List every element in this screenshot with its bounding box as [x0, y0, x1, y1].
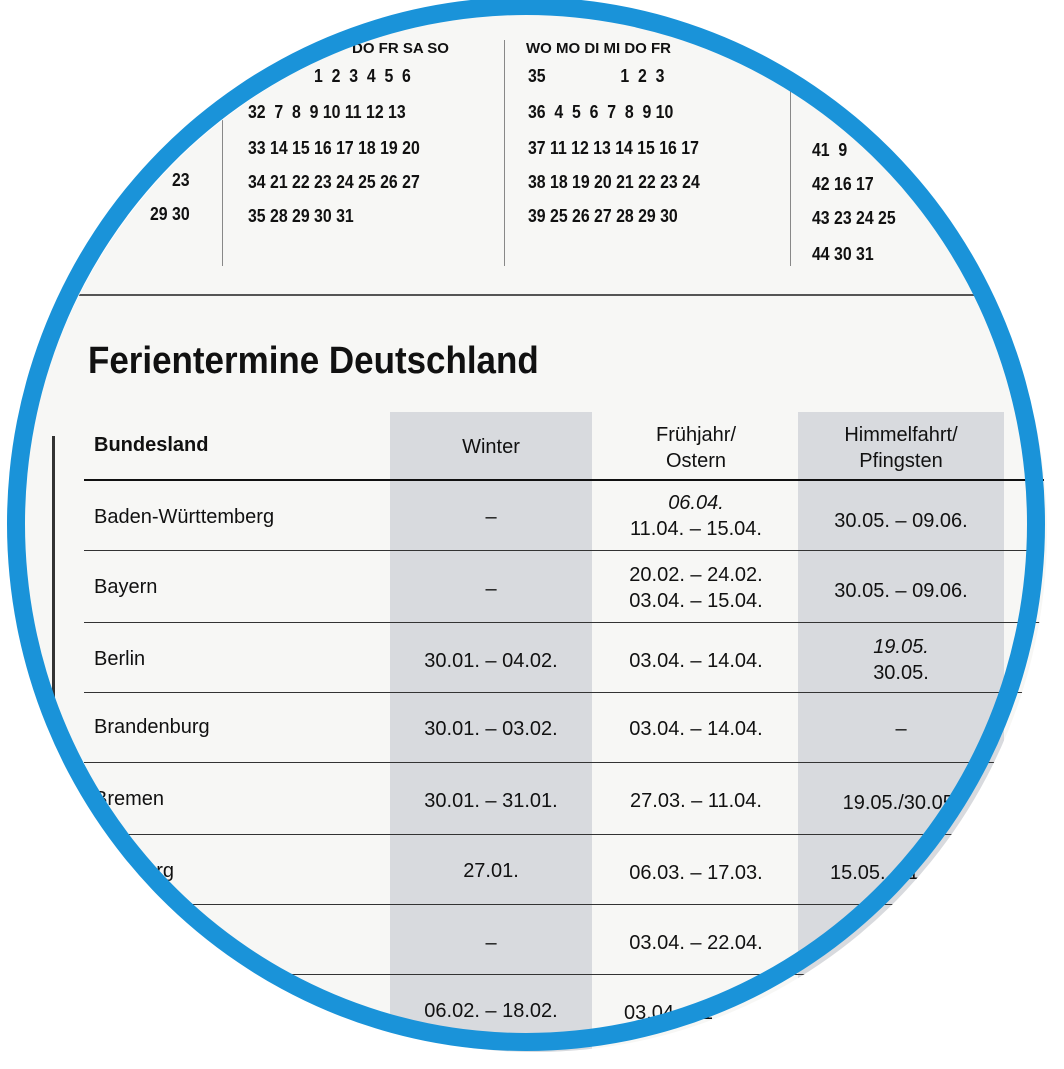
cell-winter: 30.01. – 04.02.	[424, 650, 558, 672]
header-ascension-line1: Himmelfahrt/	[844, 424, 958, 446]
row-rule	[84, 692, 1044, 693]
cell-spring: 27.03. – 11.04.	[630, 790, 762, 812]
cell-ascension: –	[895, 718, 907, 740]
calendar-divider	[222, 40, 223, 266]
margin-bar	[52, 436, 55, 856]
calendar-row: 43 23 24 25	[812, 208, 896, 228]
cell-winter: 27.01.	[463, 860, 519, 882]
cell-ascension-line1: 19.05.	[873, 636, 929, 658]
cell-spring-line2: 11.04. – 15.04.	[630, 518, 762, 540]
photo-circle	[23, 12, 1047, 1052]
calendar-row: 38 18 19 20 21 22 23 24	[528, 172, 700, 192]
section-divider	[60, 294, 1000, 296]
cell-winter: –	[485, 578, 497, 600]
row-rule	[84, 622, 1044, 623]
calendar-row: 33 14 15 16 17 18 19 20	[248, 138, 420, 158]
cell-spring-line2: 03.04. – 15.04.	[629, 590, 763, 612]
calendar-row: 41 9	[812, 140, 848, 160]
calendar-row: 29 30	[150, 204, 190, 224]
header-rule	[84, 479, 1044, 481]
cell-spring: 03.04. – 22.04.	[629, 932, 763, 954]
calendar-month-header: WO MO DI MI DO FR	[526, 40, 671, 57]
calendar-row: 35 1 2 3	[528, 66, 665, 86]
cell-state: Berlin	[94, 648, 146, 670]
calendar-row: 37 11 12 13 14 15 16 17	[528, 138, 699, 158]
cell-spring: 03.04. – 1	[624, 1002, 713, 1024]
cell-winter: 30.01. – 31.01.	[424, 790, 558, 812]
cell-spring: 03.04. – 14.04.	[629, 650, 763, 672]
calendar-row: 39 25 26 27 28 29 30	[528, 206, 678, 226]
header-ascension-line2: Pfingsten	[859, 450, 943, 472]
calendar-row: 23	[172, 170, 190, 190]
header-state: Bundesland	[94, 434, 209, 456]
calendar-row: 44 30 31	[812, 244, 874, 264]
calendar-row: 34 21 22 23 24 25 26 27	[248, 172, 420, 192]
row-rule	[84, 974, 1044, 975]
cell-ascension: 30.05. – 09.06.	[834, 510, 968, 532]
row-rule	[84, 762, 1044, 763]
header-spring	[596, 422, 796, 474]
calendar-row: 36 4 5 6 7 8 9 10	[528, 102, 674, 122]
cell-spring	[596, 490, 796, 542]
cell-state: Bayern	[94, 576, 158, 598]
calendar-month-header: DO FR SA SO	[352, 40, 449, 57]
cell-winter: 06.02. – 18.02.	[424, 1000, 558, 1022]
calendar-row: 35 28 29 30 31	[248, 206, 354, 226]
calendar-row: 1 2 3 4 5 6	[314, 66, 411, 86]
cell-ascension-line2: 30.05.	[873, 662, 929, 684]
cell-ascension: 19.05./30.05.	[842, 792, 960, 814]
header-spring-line2: Ostern	[665, 450, 727, 472]
cell-spring: 03.04. – 14.04.	[629, 718, 763, 740]
cell-ascension: 15.05. – 1	[830, 862, 919, 884]
cell-spring-line1: 06.04.	[668, 492, 724, 514]
calendar-row: 42 16 17	[812, 174, 874, 194]
cell-state: rn	[346, 1000, 364, 1022]
cell-ascension: 30.05. – 09.06.	[834, 580, 968, 602]
cell-spring	[596, 562, 796, 614]
row-rule	[84, 904, 1044, 905]
page-title: Ferientermine Deutschland	[88, 340, 539, 382]
row-rule	[84, 834, 1044, 835]
cell-state: Bremen	[94, 788, 165, 810]
calendar-fragment-left	[150, 170, 190, 254]
row-rule	[84, 550, 1044, 551]
calendar-divider	[504, 40, 505, 266]
calendar-row: 32 7 8 9 10 11 12 13	[248, 102, 406, 122]
cell-winter: 30.01. – 03.02.	[424, 718, 558, 740]
header-spring-line1: Frühjahr/	[655, 424, 737, 446]
cell-state: Baden-Württemberg	[94, 506, 275, 528]
cell-winter: –	[485, 506, 497, 528]
cell-spring-line1: 20.02. – 24.02.	[629, 564, 763, 586]
header-winter: Winter	[462, 436, 520, 458]
cell-spring: 06.03. – 17.03.	[629, 862, 763, 884]
cell-state: burg	[134, 860, 175, 882]
header-ascension	[798, 422, 1004, 474]
cell-state: Brandenburg	[94, 716, 210, 738]
cell-winter: –	[485, 932, 497, 954]
calendar-divider	[790, 40, 791, 266]
cell-ascension	[798, 634, 1004, 686]
